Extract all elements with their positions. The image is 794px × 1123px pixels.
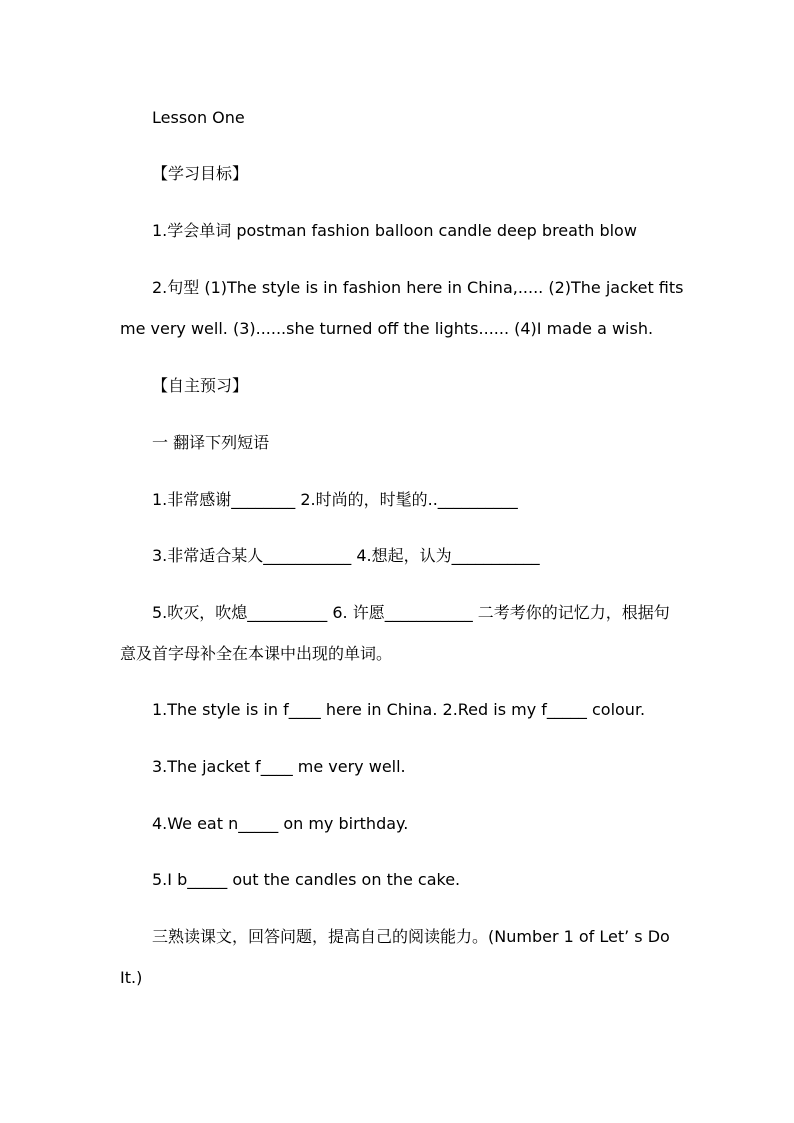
exercise-three-line-1: 三熟读课文，回答问题，提高自己的阅读能力。(Number 1 of Let’ s Do <box>152 927 670 946</box>
section-heading-learning-goals: 【学习目标】 <box>152 164 249 183</box>
exercise-one-line-3: 5.吹灭，吹熄__________ 6. 许愿___________ 二考考你的记忆力，根据句 <box>152 603 670 622</box>
goal-sentences-line-1: 2.句型 (1)The style is in fashion here in China,..... (2)The jacket fits <box>152 278 684 297</box>
exercise-two-item-1: 1.The style is in f____ here in China. 2.Red is my f_____ colour. <box>152 700 646 719</box>
goal-sentences-line-2: me very well. (3)......she turned off the lights...... (4)I made a wish. <box>120 319 654 338</box>
exercise-two-item-2: 3.The jacket f____ me very well. <box>152 757 406 776</box>
exercise-one-line-1: 1.非常感谢________ 2.时尚的，时髦的..__________ <box>152 490 518 509</box>
goal-vocabulary: 1.学会单词 postman fashion balloon candle deep breath blow <box>152 221 637 240</box>
exercise-two-instructions: 意及首字母补全在本课中出现的单词。 <box>120 644 393 663</box>
exercise-two-item-4: 5.I b_____ out the candles on the cake. <box>152 870 461 889</box>
exercise-three-line-2: It.) <box>120 968 143 987</box>
section-heading-self-preview: 【自主预习】 <box>152 376 249 395</box>
exercise-one-line-2: 3.非常适合某人___________ 4.想起，认为___________ <box>152 546 540 565</box>
exercise-one-heading: 一 翻译下列短语 <box>152 433 270 452</box>
exercise-two-item-3: 4.We eat n_____ on my birthday. <box>152 814 409 833</box>
lesson-title: Lesson One <box>152 108 245 127</box>
